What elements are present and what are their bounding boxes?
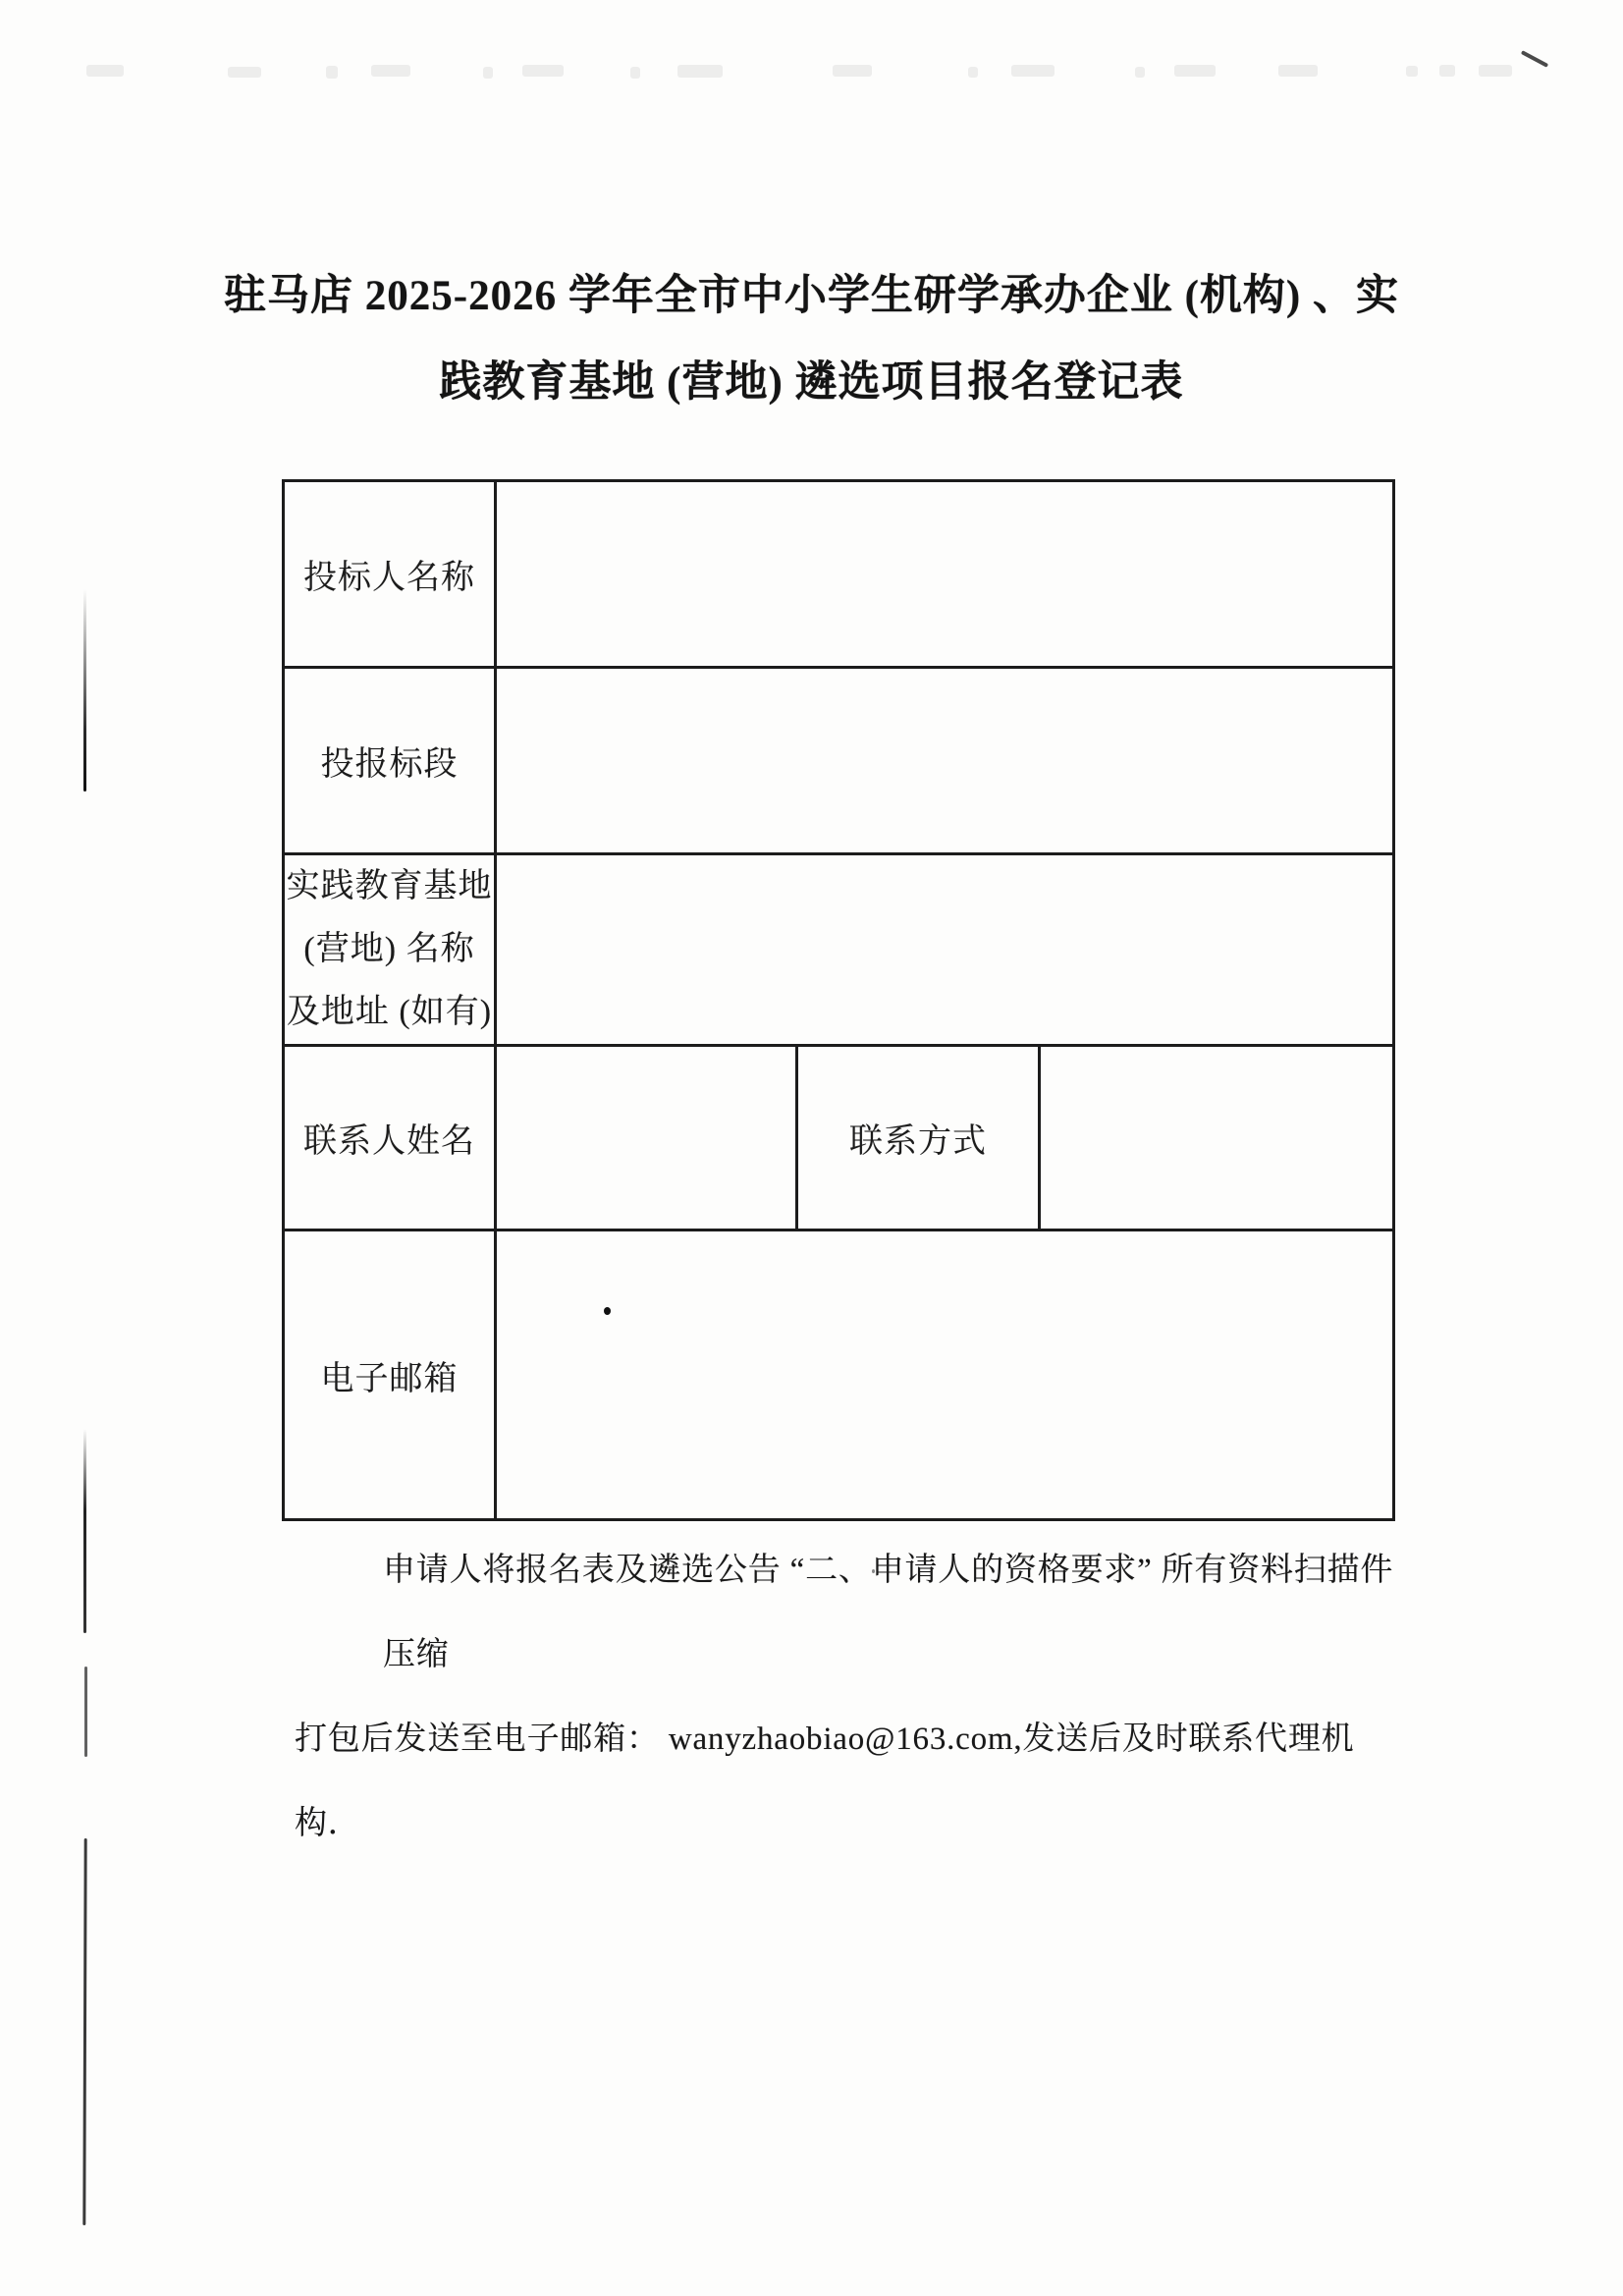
scan-artifact (228, 67, 261, 78)
scan-artifact (326, 66, 338, 79)
scan-edge-line (83, 589, 86, 792)
scan-artifact (677, 65, 723, 78)
footer-instructions-line2: 打包后发送至电子邮箱： wanyzhaobiao@163.com,发送后及时联系代理机构． (295, 1722, 1355, 1841)
cell-label-bid-section: 投报标段 (284, 668, 496, 854)
cell-value-bid-section (496, 668, 1394, 854)
footer-instructions-line1: 申请人将报名表及遴选公告 “二、申请人的资格要求” 所有资料扫描件压缩 (383, 1553, 1394, 1672)
cell-label-base-name-address (284, 854, 496, 1046)
cell-label-bidder-name: 投标人名称 (284, 481, 496, 668)
scan-artifact (1479, 65, 1512, 77)
table-row-bid-section (284, 668, 1394, 854)
scan-mark-tick (1521, 50, 1548, 68)
scan-artifact (630, 67, 640, 79)
footer-instructions (295, 1528, 1394, 1866)
scan-artifact (86, 65, 124, 77)
scan-artifact (1406, 66, 1418, 77)
scan-edge-line (84, 1667, 87, 1757)
table-row-bidder-name (284, 481, 1394, 668)
scan-artifact (1011, 65, 1055, 77)
base-label-line3: 及地址 (如有) (286, 994, 493, 1030)
scan-artifact (371, 65, 410, 77)
scan-artifact (1439, 65, 1455, 77)
cell-value-bidder-name (496, 481, 1394, 668)
cell-value-contact-method (1040, 1046, 1394, 1230)
scan-artifact (483, 67, 493, 79)
scan-artifact (968, 67, 978, 78)
table-row-contact (284, 1046, 1394, 1230)
base-label-line1: 实践教育基地 (286, 868, 493, 904)
cell-label-contact-name: 联系人姓名 (284, 1046, 496, 1230)
base-label-line2: (营地) 名称 (303, 931, 475, 967)
scan-artifact (1135, 67, 1145, 78)
scan-artifact (1278, 65, 1318, 77)
cell-label-email: 电子邮箱 (284, 1230, 496, 1520)
cell-value-contact-name (496, 1046, 797, 1230)
scan-artifact (833, 65, 872, 77)
table-row-email (284, 1230, 1394, 1520)
scan-edge-line (83, 1429, 86, 1633)
scan-artifact (1174, 65, 1216, 77)
cell-value-email (496, 1230, 1394, 1520)
document-title (0, 253, 1623, 426)
table-row-base-name-address (284, 854, 1394, 1046)
cell-label-contact-method: 联系方式 (797, 1046, 1040, 1230)
registration-form-table (282, 479, 1395, 1521)
document-title-line1: 驻马店 2025-2026 学年全市中小学生研学承办企业 (机构) 、实 (224, 273, 1399, 319)
document-title-line2: 践教育基地 (营地) 遴选项目报名登记表 (439, 359, 1184, 406)
scan-edge-line (82, 1838, 86, 2225)
scan-artifact (522, 65, 564, 77)
cell-value-base-name-address (496, 854, 1394, 1046)
